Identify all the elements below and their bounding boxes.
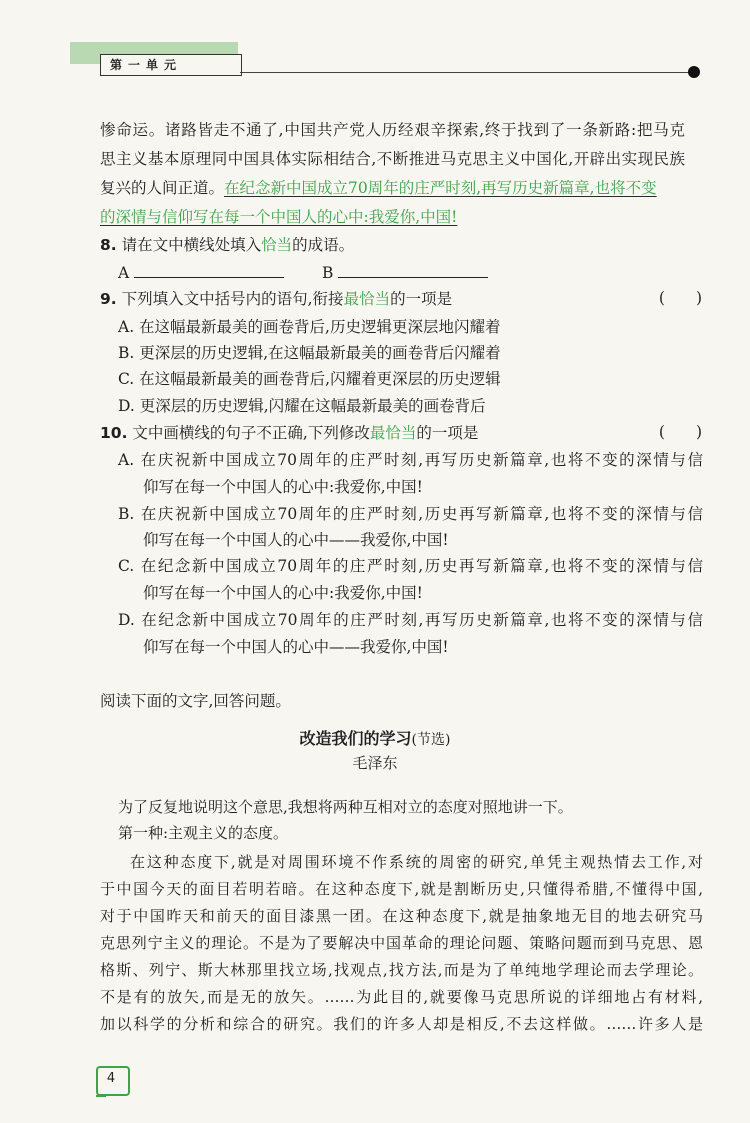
article-line: 在这种态度下,就是对周围环境不作系统的周密的研究,单凭主观热情去工作,对 xyxy=(130,853,703,871)
blank-label-a: A xyxy=(118,264,130,282)
question-text: 下列填入文中括号内的语句,衔接 xyxy=(121,290,344,308)
answer-blank-a[interactable] xyxy=(134,259,284,278)
question-text-end: 的一项是 xyxy=(390,290,453,308)
header-dot-icon xyxy=(688,66,700,78)
question-keyword: 恰当 xyxy=(261,236,293,254)
passage-line-2: 思主义基本原理同中国具体实际相结合,不断推进马克思主义中国化,开辟出实现民族 xyxy=(100,150,685,168)
article-title xyxy=(0,726,750,749)
article-line: 不是有的放矢,而是无的放矢。……为此目的,就要像马克思所说的详细地占有材料, xyxy=(100,988,703,1006)
answer-blank-b[interactable] xyxy=(338,259,488,278)
answer-parenthesis[interactable]: ( ) xyxy=(658,289,702,307)
option-d[interactable]: D. 在纪念新中国成立70周年的庄严时刻,再写历史新篇章,也将不变的深情与信 xyxy=(118,611,703,629)
option-c[interactable]: C. 在这幅最新最美的画卷背后,闪耀着更深层的历史逻辑 xyxy=(118,370,501,388)
question-text-end: 的一项是 xyxy=(416,424,479,442)
page-number: 4 xyxy=(106,1071,116,1086)
passage-line-3 xyxy=(100,175,685,201)
page-number-accent xyxy=(96,1095,106,1097)
article-line: 第一种:主观主义的态度。 xyxy=(118,824,289,842)
header-rule xyxy=(240,72,692,73)
unit-label: 第一单元 xyxy=(110,58,183,72)
article-subtitle: (节选) xyxy=(411,732,451,748)
question-number: 9. xyxy=(100,290,117,308)
option-a[interactable]: A. 在这幅最新最美的画卷背后,历史逻辑更深层地闪耀着 xyxy=(118,318,501,336)
answer-parenthesis[interactable]: ( ) xyxy=(658,423,702,441)
option-c[interactable]: C. 在纪念新中国成立70周年的庄严时刻,历史再写新篇章,也将不变的深情与信 xyxy=(118,557,703,575)
option-a-cont[interactable]: 仰写在每一个中国人的心中:我爱你,中国! xyxy=(143,478,423,496)
question-text-end: 的成语。 xyxy=(292,236,355,254)
question-8 xyxy=(100,232,685,258)
article-line: 对于中国昨天和前天的面目漆黑一团。在这种态度下,就是抽象地无目的地去研究马 xyxy=(100,907,703,925)
option-c-cont[interactable]: 仰写在每一个中国人的心中:我爱你,中国! xyxy=(143,584,423,602)
question-8-blanks xyxy=(118,259,703,286)
question-keyword: 最恰当 xyxy=(369,424,417,442)
article-title-text: 改造我们的学习 xyxy=(299,729,412,748)
article-line: 于中国今天的面目若明若暗。在这种态度下,就是割断历史,只懂得希腊,不懂得中国, xyxy=(100,880,703,898)
article-line: 格斯、列宁、斯大林那里找立场,找观点,找方法,而是为了单纯地学理论而去学理论。 xyxy=(100,961,703,979)
question-number: 10. xyxy=(100,424,128,442)
article-author: 毛泽东 xyxy=(352,754,398,772)
option-d[interactable]: D. 更深层的历史逻辑,闪耀在这幅最新最美的画卷背后 xyxy=(118,397,486,415)
article-line: 加以科学的分析和综合的研究。我们的许多人却是相反,不去这样做。……许多人是 xyxy=(100,1015,703,1033)
question-10 xyxy=(100,420,685,446)
passage-line-4 xyxy=(100,204,685,230)
passage-underlined-sentence: 在纪念新中国成立70周年的庄严时刻,再写历史新篇章,也将不变 xyxy=(224,179,657,197)
article-line: 克思列宁主义的理论。不是为了要解决中国革命的理论问题、策略问题而到马克思、恩 xyxy=(100,934,703,952)
question-text: 请在文中横线处填入 xyxy=(121,236,262,254)
passage-text: 复兴的人间正道。 xyxy=(100,179,225,197)
passage-underlined-sentence-cont: 的深情与信仰写在每一个中国人的心中:我爱你,中国! xyxy=(100,208,458,226)
passage-line-1: 惨命运。诸路皆走不通了,中国共产党人历经艰辛探索,终于找到了一条新路:把马克 xyxy=(100,121,685,139)
option-a[interactable]: A. 在庆祝新中国成立70周年的庄严时刻,再写历史新篇章,也将不变的深情与信 xyxy=(118,451,703,469)
option-b[interactable]: B. 在庆祝新中国成立70周年的庄严时刻,历史再写新篇章,也将不变的深情与信 xyxy=(118,505,703,523)
option-b-cont[interactable]: 仰写在每一个中国人的心中——我爱你,中国! xyxy=(143,531,449,549)
question-keyword: 最恰当 xyxy=(343,290,391,308)
option-b[interactable]: B. 更深层的历史逻辑,在这幅最新最美的画卷背后闪耀着 xyxy=(118,344,501,362)
question-text: 文中画横线的句子不正确,下列修改 xyxy=(132,424,370,442)
article-line: 为了反复地说明这个意思,我想将两种互相对立的态度对照地讲一下。 xyxy=(118,798,573,816)
question-9 xyxy=(100,286,685,312)
blank-label-b: B xyxy=(322,264,334,282)
question-number: 8. xyxy=(100,236,117,254)
option-d-cont[interactable]: 仰写在每一个中国人的心中——我爱你,中国! xyxy=(143,638,449,656)
reading-instruction: 阅读下面的文字,回答问题。 xyxy=(100,692,291,710)
